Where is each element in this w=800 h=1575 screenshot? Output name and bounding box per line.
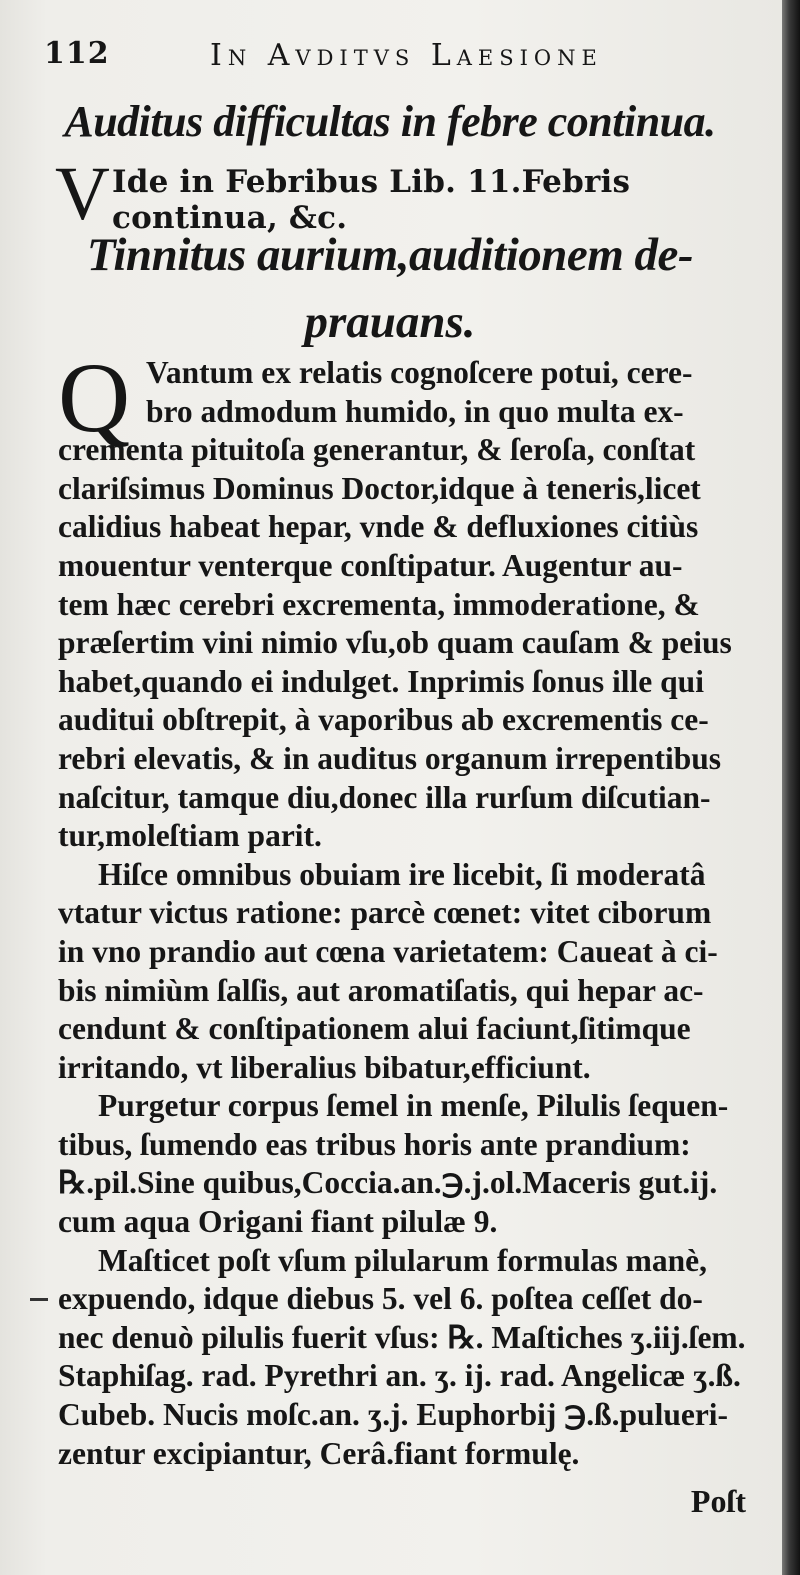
reference-text: Ide in Febribus Lib. 11.Febris continua, &c.: [112, 164, 631, 236]
section-heading-auditus: Auditus difficultas in febre continua.: [64, 97, 716, 146]
drop-cap-q: Q: [58, 342, 131, 453]
text-line: vtatur victus ratione: parcè cœnet: vitet ciborum: [58, 895, 712, 931]
text-line: tem hæc cerebri excrementa, immoderatione, &: [58, 586, 700, 622]
text-line: auditui obſtrepit, à vaporibus ab excrementis ce-: [58, 702, 709, 738]
text-line: expuendo, idque diebus 5. vel 6. poſtea ceſſet do-: [58, 1281, 703, 1317]
text-line: mouentur venterque conſtipatur. Augentur au-: [58, 547, 683, 583]
text-line: habet,quando ei indulget. Inprimis ſonus ille qui: [58, 663, 704, 699]
text-line: Purgetur corpus ſemel in menſe, Pilulis ſequen-: [98, 1088, 729, 1124]
text-line: bro admodum humido, in quo multa ex-: [146, 393, 684, 429]
text-line: irritando, vt liberalius bibatur,efficiunt.: [58, 1049, 591, 1085]
text-line: bis nimiùm ſalſis, aut aromatiſatis, qui hepar ac-: [58, 972, 704, 1008]
catchword: Poſt: [690, 1483, 746, 1519]
section-heading-tinnitus-line2: prauans.: [304, 296, 476, 348]
text-line: cendunt & conſtipationem alui faciunt,ſitimque: [58, 1011, 691, 1047]
running-title: In Avditvs Laesione: [210, 38, 603, 73]
text-line: zentur excipiantur, Cerâ.fiant formulę.: [58, 1435, 580, 1471]
text-line: cum aqua Origani fiant pilulæ 9.: [58, 1204, 498, 1240]
reference-line: [55, 152, 755, 236]
text-line: in vno prandio aut cœna varietatem: Caueat à ci-: [58, 933, 718, 969]
body-text: [58, 354, 768, 1473]
running-head: [44, 30, 744, 80]
text-line: naſcitur, tamque diu,donec illa rurſum diſcutian-: [58, 779, 711, 815]
margin-dash: [30, 1298, 48, 1301]
text-line: ℞.pil.Sine quibus,Coccia.an.℈.j.ol.Maceris gut.ij.: [58, 1165, 718, 1201]
text-line: nec denuò pilulis fuerit vſus: ℞. Maſtiches ʒ.iij.ſem.: [58, 1319, 746, 1355]
page-edge-shadow: [782, 0, 800, 1575]
text-line: tibus, ſumendo eas tribus horis ante prandium:: [58, 1126, 691, 1162]
text-line: Cubeb. Nucis moſc.an. ʒ.j. Euphorbij ℈.ß.pulueri-: [58, 1397, 729, 1433]
text-line: Hiſce omnibus obuiam ire licebit, ſi moderatâ: [98, 856, 706, 892]
text-line: crementa pituitoſa generantur, & ſeroſa, conſtat: [58, 432, 696, 468]
text-line: Staphiſag. rad. Pyrethri an. ʒ. ij. rad. Angelicæ ʒ.ß.: [58, 1358, 741, 1394]
text-line: Maſticet poſt vſum pilularum formulas manè,: [98, 1242, 707, 1278]
text-line: rebri elevatis, & in auditus organum irrepentibus: [58, 740, 721, 776]
text-line: præſertim vini nimio vſu,ob quam cauſam & peius: [58, 625, 732, 661]
text-line: Vantum ex relatis cognoſcere potui, cere-: [146, 355, 693, 390]
page-number: 112: [44, 36, 110, 71]
section-heading-tinnitus-line1: Tinnitus aurium,auditionem de-: [86, 229, 694, 281]
drop-cap-v: V: [55, 152, 110, 236]
text-line: tur,moleſtiam parit.: [58, 818, 322, 854]
text-line: clariſsimus Dominus Doctor,idque à teneris,licet: [58, 470, 701, 506]
text-line: calidius habeat hepar, vnde & defluxiones citiùs: [58, 509, 699, 545]
